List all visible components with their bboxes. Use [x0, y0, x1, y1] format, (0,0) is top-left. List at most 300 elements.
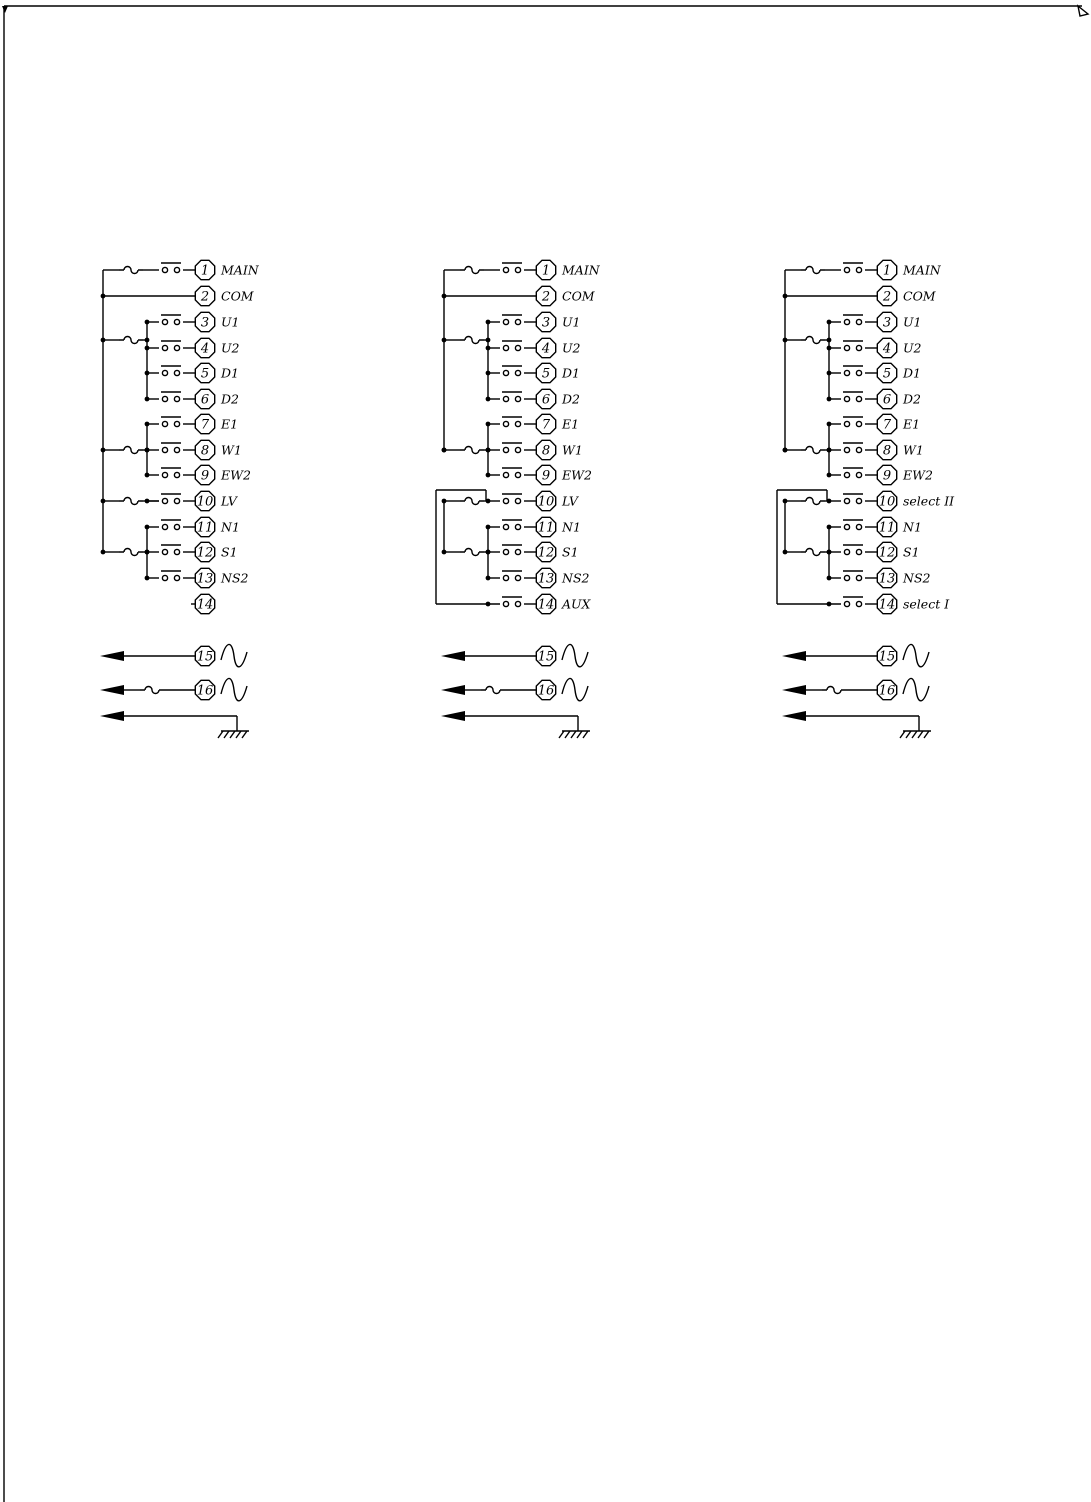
switch-contact-icon [161, 494, 181, 504]
terminal-number: 10 [878, 494, 896, 510]
terminal-label: N1 [562, 519, 581, 535]
terminal-label: COM [221, 288, 254, 304]
terminal-icon [536, 568, 555, 587]
terminal-label: select II [903, 493, 955, 509]
contact-point [503, 498, 508, 503]
terminal-icon [877, 646, 896, 665]
contact-point [844, 549, 849, 554]
terminal-icon [877, 568, 896, 587]
terminal-number: 8 [882, 443, 892, 459]
junction-dot [486, 525, 491, 530]
ground-hatch [577, 731, 582, 738]
terminal-icon [877, 440, 896, 459]
contact-point [856, 575, 861, 580]
junction-dot [145, 525, 150, 530]
junction-dot [145, 499, 150, 504]
fuse-icon [460, 447, 484, 454]
terminal-number: 9 [541, 468, 551, 484]
contact-point [515, 345, 520, 350]
contact-point [503, 421, 508, 426]
fuse-icon [119, 337, 143, 344]
junction-dot [145, 346, 150, 351]
junction-dot [145, 550, 150, 555]
switch-contact-icon [843, 597, 863, 607]
terminal-label: W1 [903, 442, 924, 458]
terminal-number: 2 [541, 289, 551, 305]
junction-dot [486, 448, 491, 453]
terminal-number: 3 [541, 315, 551, 331]
terminal-number: 2 [200, 289, 210, 305]
contact-point [856, 447, 861, 452]
contact-point [174, 524, 179, 529]
switch-contact-icon [843, 468, 863, 478]
junction-dot [827, 397, 832, 402]
terminal-label: NS2 [903, 570, 931, 586]
terminal-icon [877, 338, 896, 357]
switch-contact-icon [161, 468, 181, 478]
switch-contact-icon [843, 443, 863, 453]
switch-contact-icon [502, 315, 522, 325]
ac-wave-icon [562, 644, 588, 666]
terminal-icon [877, 260, 896, 279]
fuse-icon [801, 549, 825, 556]
terminal-number: 6 [200, 392, 210, 408]
junction-dot [145, 473, 150, 478]
terminal-icon [536, 646, 555, 665]
terminal-label: U2 [903, 340, 922, 356]
switch-contact-icon [161, 263, 181, 273]
terminal-icon [195, 338, 214, 357]
terminal-label: LV [221, 493, 237, 509]
contact-point [844, 421, 849, 426]
terminal-icon [195, 568, 214, 587]
fuse-icon [119, 267, 143, 274]
contact-point [856, 498, 861, 503]
terminal-icon [195, 542, 214, 561]
contact-point [856, 319, 861, 324]
terminal-icon [536, 389, 555, 408]
terminal-icon [877, 542, 896, 561]
terminal-number: 16 [878, 683, 896, 699]
switch-contact-icon [502, 263, 522, 273]
terminal-number: 11 [196, 520, 214, 536]
switch-contact-icon [843, 341, 863, 351]
terminal-label: select I [903, 596, 950, 612]
junction-dot [827, 525, 832, 530]
contact-point [515, 524, 520, 529]
switch-contact-icon [502, 597, 522, 607]
contact-point [856, 549, 861, 554]
ground-hatch [230, 731, 235, 738]
fuse-icon [801, 447, 825, 454]
switch-contact-icon [843, 366, 863, 376]
contact-point [174, 575, 179, 580]
terminal-label: N1 [903, 519, 922, 535]
terminal-label: U1 [562, 314, 581, 330]
terminal-number: 5 [200, 366, 210, 382]
contact-point [515, 267, 520, 272]
contact-point [503, 447, 508, 452]
junction-dot [486, 550, 491, 555]
terminal-label: W1 [562, 442, 583, 458]
terminal-icon [536, 414, 555, 433]
terminal-icon [195, 465, 214, 484]
switch-contact-icon [502, 417, 522, 427]
terminal-label: S1 [903, 544, 920, 560]
terminal-label: W1 [221, 442, 242, 458]
terminal-number: 7 [200, 417, 210, 433]
contact-point [856, 396, 861, 401]
terminal-icon [877, 465, 896, 484]
junction-dot [486, 576, 491, 581]
switch-contact-icon [502, 571, 522, 581]
fuse-icon [801, 337, 825, 344]
terminal-label: U2 [221, 340, 240, 356]
terminal-icon [536, 260, 555, 279]
contact-point [162, 345, 167, 350]
terminal-number: 11 [537, 520, 555, 536]
ground-hatch [583, 731, 588, 738]
switch-contact-icon [161, 571, 181, 581]
contact-point [844, 370, 849, 375]
terminal-label: EW2 [221, 467, 251, 483]
terminal-label: MAIN [221, 262, 259, 278]
contact-point [503, 524, 508, 529]
switch-contact-icon [161, 417, 181, 427]
switch-contact-icon [502, 494, 522, 504]
terminal-label: EW2 [562, 467, 592, 483]
terminal-icon [536, 312, 555, 331]
junction-dot [827, 448, 832, 453]
terminal-label: S1 [221, 544, 238, 560]
contact-point [515, 370, 520, 375]
terminal-number: 12 [537, 545, 555, 561]
fuse-icon [460, 549, 484, 556]
terminal-number: 13 [537, 571, 555, 587]
contact-point [174, 267, 179, 272]
ground-hatch [906, 731, 911, 738]
terminal-number: 5 [882, 366, 892, 382]
switch-contact-icon [843, 417, 863, 427]
arrow-icon [441, 685, 465, 695]
terminal-number: 2 [882, 289, 892, 305]
terminal-number: 1 [200, 263, 210, 279]
ground-hatch [218, 731, 223, 738]
fuse-icon [481, 687, 505, 694]
contact-point [515, 601, 520, 606]
junction-dot [442, 448, 447, 453]
junction-dot [145, 448, 150, 453]
terminal-icon [536, 465, 555, 484]
junction-dot [486, 346, 491, 351]
contact-point [844, 396, 849, 401]
terminal-label: MAIN [903, 262, 941, 278]
switch-contact-icon [843, 545, 863, 555]
contact-point [174, 472, 179, 477]
arrow-icon [782, 711, 806, 721]
junction-dot [827, 371, 832, 376]
contact-point [503, 472, 508, 477]
contact-point [162, 524, 167, 529]
junction-dot [486, 422, 491, 427]
terminal-number: 3 [882, 315, 892, 331]
terminal-label: D2 [221, 391, 239, 407]
terminal-label: NS2 [221, 570, 249, 586]
switch-contact-icon [502, 468, 522, 478]
terminal-icon [195, 680, 214, 699]
terminal-icon [877, 517, 896, 536]
terminal-number: 6 [541, 392, 551, 408]
terminal-icon [877, 680, 896, 699]
contact-point [515, 498, 520, 503]
contact-point [856, 601, 861, 606]
arrow-icon [100, 711, 124, 721]
terminal-icon [877, 491, 896, 510]
terminal-label: U2 [562, 340, 581, 356]
fuse-icon [801, 498, 825, 505]
terminal-number: 15 [878, 649, 896, 665]
junction-dot [827, 473, 832, 478]
terminal-icon [536, 680, 555, 699]
terminal-icon [536, 363, 555, 382]
ground-hatch [924, 731, 929, 738]
terminal-icon [195, 260, 214, 279]
terminal-number: 10 [537, 494, 555, 510]
contact-point [174, 447, 179, 452]
contact-point [515, 549, 520, 554]
terminal-label: D1 [562, 365, 580, 381]
terminal-icon [877, 286, 896, 305]
junction-dot [783, 448, 788, 453]
wiring-diagram-1 [100, 260, 260, 738]
fuse-icon [460, 498, 484, 505]
ac-wave-icon [903, 644, 929, 666]
terminal-label: E1 [562, 416, 580, 432]
switch-contact-icon [161, 545, 181, 555]
ground-hatch [242, 731, 247, 738]
contact-point [162, 447, 167, 452]
switch-contact-icon [843, 392, 863, 402]
switch-contact-icon [502, 443, 522, 453]
terminal-number: 14 [878, 597, 896, 613]
terminal-number: 1 [541, 263, 551, 279]
terminal-label: D1 [903, 365, 921, 381]
terminal-icon [536, 491, 555, 510]
terminal-label: U1 [903, 314, 922, 330]
terminal-icon [195, 646, 214, 665]
terminal-label: D2 [562, 391, 580, 407]
terminal-label: COM [562, 288, 595, 304]
page-frame [2, 6, 1088, 1502]
terminal-number: 5 [541, 366, 551, 382]
terminal-label: E1 [903, 416, 921, 432]
switch-contact-icon [161, 392, 181, 402]
contact-point [174, 396, 179, 401]
junction-dot [827, 320, 832, 325]
terminal-icon [195, 286, 214, 305]
terminal-icon [877, 363, 896, 382]
terminal-number: 10 [196, 494, 214, 510]
contact-point [503, 319, 508, 324]
fuse-icon [119, 549, 143, 556]
terminal-icon [536, 594, 555, 613]
contact-point [162, 319, 167, 324]
junction-dot [145, 397, 150, 402]
terminal-icon [195, 440, 214, 459]
switch-contact-icon [502, 392, 522, 402]
terminal-number: 8 [200, 443, 210, 459]
junction-dot [827, 422, 832, 427]
fuse-icon [119, 498, 143, 505]
switch-contact-icon [843, 494, 863, 504]
terminal-number: 14 [196, 597, 214, 613]
contact-point [844, 472, 849, 477]
contact-point [844, 601, 849, 606]
terminal-label: D1 [221, 365, 239, 381]
fuse-icon [119, 447, 143, 454]
switch-contact-icon [161, 443, 181, 453]
switch-contact-icon [502, 366, 522, 376]
terminal-number: 4 [541, 341, 551, 357]
terminal-number: 16 [537, 683, 555, 699]
switch-contact-icon [843, 263, 863, 273]
arrow-icon [441, 651, 465, 661]
terminal-icon [536, 542, 555, 561]
contact-point [515, 447, 520, 452]
contact-point [162, 498, 167, 503]
terminal-number: 16 [196, 683, 214, 699]
terminal-number: 12 [878, 545, 896, 561]
terminal-number: 11 [878, 520, 896, 536]
contact-point [174, 370, 179, 375]
contact-point [844, 267, 849, 272]
terminal-number: 7 [541, 417, 551, 433]
ground-icon [218, 731, 249, 738]
ground-hatch [565, 731, 570, 738]
contact-point [503, 370, 508, 375]
arrow-icon [782, 651, 806, 661]
junction-dot [486, 473, 491, 478]
terminal-icon [877, 414, 896, 433]
contact-point [844, 319, 849, 324]
ac-wave-icon [221, 678, 247, 700]
terminal-number: 7 [882, 417, 892, 433]
terminal-icon [536, 440, 555, 459]
contact-point [162, 575, 167, 580]
terminal-number: 15 [196, 649, 214, 665]
terminal-label: EW2 [903, 467, 933, 483]
ground-hatch [900, 731, 905, 738]
switch-contact-icon [161, 520, 181, 530]
terminal-label: S1 [562, 544, 579, 560]
junction-dot [486, 320, 491, 325]
junction-dot [145, 371, 150, 376]
contact-point [515, 421, 520, 426]
terminal-icon [536, 517, 555, 536]
terminal-icon [536, 338, 555, 357]
terminal-number: 1 [882, 263, 892, 279]
contact-point [844, 345, 849, 350]
terminal-label: LV [562, 493, 578, 509]
fuse-icon [822, 687, 846, 694]
terminal-number: 6 [882, 392, 892, 408]
junction-dot [827, 346, 832, 351]
terminal-icon [877, 389, 896, 408]
contact-point [503, 601, 508, 606]
contact-point [174, 319, 179, 324]
terminal-icon [536, 286, 555, 305]
contact-point [174, 498, 179, 503]
ac-wave-icon [221, 644, 247, 666]
junction-dot [145, 320, 150, 325]
terminal-icon [195, 389, 214, 408]
ground-hatch [559, 731, 564, 738]
junction-dot [145, 422, 150, 427]
switch-contact-icon [161, 341, 181, 351]
switch-contact-icon [843, 520, 863, 530]
contact-point [174, 345, 179, 350]
terminal-label: NS2 [562, 570, 590, 586]
contact-point [515, 472, 520, 477]
terminal-label: E1 [221, 416, 239, 432]
terminal-number: 13 [196, 571, 214, 587]
terminal-icon [877, 594, 896, 613]
fuse-icon [460, 337, 484, 344]
switch-contact-icon [502, 545, 522, 555]
terminal-number: 13 [878, 571, 896, 587]
terminal-label: D2 [903, 391, 921, 407]
arrow-icon [441, 711, 465, 721]
contact-point [515, 396, 520, 401]
ground-hatch [918, 731, 923, 738]
contact-point [503, 267, 508, 272]
ground-hatch [236, 731, 241, 738]
contact-point [174, 421, 179, 426]
contact-point [856, 524, 861, 529]
switch-contact-icon [502, 520, 522, 530]
switch-contact-icon [843, 315, 863, 325]
junction-dot [486, 397, 491, 402]
contact-point [162, 472, 167, 477]
terminal-icon [195, 312, 214, 331]
terminal-number: 4 [882, 341, 892, 357]
contact-point [174, 549, 179, 554]
contact-point [844, 447, 849, 452]
fuse-icon [801, 267, 825, 274]
contact-point [503, 549, 508, 554]
contact-point [844, 498, 849, 503]
ground-hatch [571, 731, 576, 738]
terminal-icon [195, 517, 214, 536]
contact-point [515, 575, 520, 580]
fuse-icon [140, 687, 164, 694]
terminal-label: MAIN [562, 262, 600, 278]
terminal-number: 8 [541, 443, 551, 459]
terminal-icon [877, 312, 896, 331]
contact-point [856, 267, 861, 272]
ground-icon [900, 731, 931, 738]
ground-hatch [912, 731, 917, 738]
contact-point [515, 319, 520, 324]
arrow-icon [100, 685, 124, 695]
switch-contact-icon [161, 366, 181, 376]
contact-point [162, 549, 167, 554]
contact-point [856, 472, 861, 477]
terminal-icon [195, 363, 214, 382]
fuse-icon [460, 267, 484, 274]
contact-point [162, 370, 167, 375]
contact-point [503, 345, 508, 350]
